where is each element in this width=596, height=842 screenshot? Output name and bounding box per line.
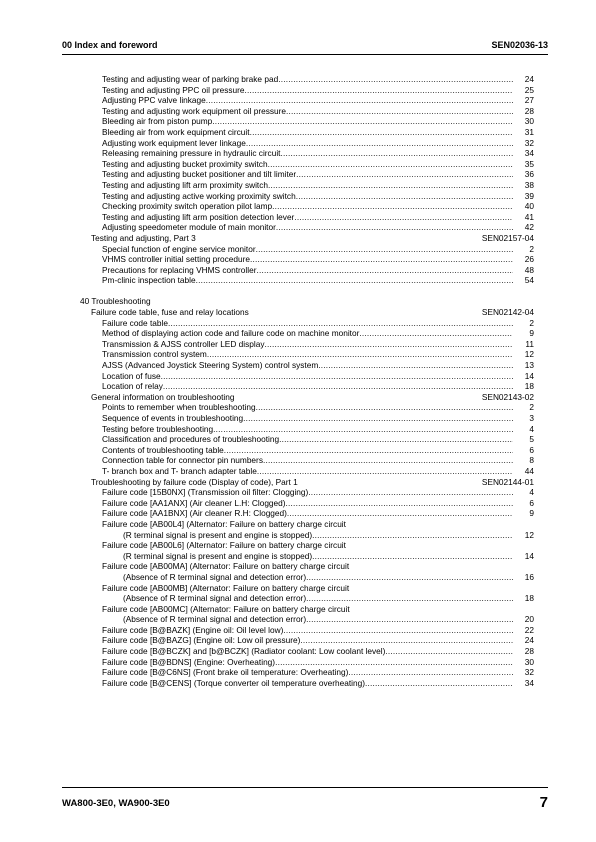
toc-entry-title: (Absence of R terminal signal and detection error) ..... [123, 572, 513, 583]
toc-entry[interactable] [0, 222, 596, 233]
toc-page-number: 27 [524, 95, 534, 106]
toc-entry[interactable] [0, 392, 596, 403]
toc-section-title: General information on troubleshooting [91, 391, 235, 402]
toc-page-number: 32 [524, 137, 534, 148]
toc-page-number: 25 [524, 84, 534, 95]
toc-entry-title: Bleeding air from piston pump ..... [102, 116, 513, 127]
toc-entry-title: Failure code [AB00MC] (Alternator: Failure on battery charge circuit [102, 603, 350, 614]
toc-entry-title: Failure code table ..... [102, 318, 513, 329]
toc-entry[interactable] [0, 540, 596, 551]
toc-entry[interactable] [0, 667, 596, 678]
toc-entry-title: T- branch box and T- branch adapter table ..... [102, 466, 513, 477]
toc-entry[interactable] [0, 127, 596, 138]
toc-entry-title: Adjusting work equipment lever linkage ..... [102, 138, 513, 149]
toc-entry-title: Pm-clinic inspection table ..... [102, 275, 513, 286]
toc-page-number: 28 [524, 105, 534, 116]
toc-entry-title: (Absence of R terminal signal and detection error) ..... [123, 614, 513, 625]
toc-entry-title: Failure code [AB00MA] (Alternator: Failure on battery charge circuit [102, 561, 350, 572]
toc-page-number: 40 [524, 201, 534, 212]
toc-entry[interactable] [0, 413, 596, 424]
toc-entry[interactable] [0, 265, 596, 276]
toc-entry-title: (Absence of R terminal signal and detection error) ..... [123, 593, 513, 604]
table-of-contents [0, 74, 596, 688]
header-divider [62, 54, 548, 55]
toc-document-code: SEN02143-02 [481, 391, 534, 402]
toc-entry-title: (R terminal signal is present and engine is stopped) ..... [123, 551, 513, 562]
toc-entry-title: Method of displaying action code and failure code on machine monitor ..... [102, 328, 513, 339]
toc-entry-title: Special function of engine service monitor ..... [102, 244, 513, 255]
toc-entry[interactable] [0, 519, 596, 530]
toc-document-code: SEN02142-04 [481, 307, 534, 318]
toc-page-number: 12 [524, 349, 534, 360]
toc-entry-title: Points to remember when troubleshooting ..... [102, 402, 513, 413]
toc-entry[interactable] [0, 466, 596, 477]
section-title: 00 Index and foreword [62, 40, 158, 50]
toc-entry-title: VHMS controller initial setting procedure ..... [102, 254, 513, 265]
toc-entry-title: Failure code [AB00L4] (Alternator: Failure on battery charge circuit [102, 518, 346, 529]
toc-entry-title: Location of relay ..... [102, 381, 513, 392]
toc-entry-title: Failure code [AA1ANX] (Air cleaner L.H: Clogged) ..... [102, 498, 513, 509]
toc-entry[interactable] [0, 487, 596, 498]
toc-entry[interactable] [0, 148, 596, 159]
toc-entry-title: Failure code [B@BAZG] (Engine oil: Low oil pressure) ..... [102, 635, 513, 646]
toc-section-title: Failure code table, fuse and relay locations [91, 307, 249, 318]
toc-entry-title: Failure code [15B0NX] (Transmission oil filter: Clogging) ..... [102, 487, 513, 498]
toc-page-number: 9 [529, 508, 534, 519]
toc-entry[interactable] [0, 498, 596, 509]
toc-entry-title: Failure code [AB00MB] (Alternator: Failure on battery charge circuit [102, 582, 350, 593]
toc-entry-title: Failure code [B@CENS] (Torque converter oil temperature overheating) ..... [102, 678, 513, 689]
toc-entry-title: Adjusting speedometer module of main monitor ..... [102, 222, 513, 233]
toc-entry[interactable] [0, 201, 596, 212]
toc-entry[interactable] [0, 159, 596, 170]
toc-entry[interactable] [0, 339, 596, 350]
toc-section-title: Testing and adjusting, Part 3 [91, 232, 196, 243]
toc-page-number: 3 [529, 413, 534, 423]
toc-page-number: 22 [524, 624, 534, 635]
toc-entry-title: Adjusting PPC valve linkage ..... [102, 95, 513, 106]
toc-entry-title: Testing and adjusting work equipment oil pressure ..... [102, 106, 513, 117]
toc-entry-title: Failure code [B@BCZK] and [b@BCZK] (Radiator coolant: Low coolant level) ..... [102, 646, 513, 657]
toc-entry-title: Connection table for connector pin numbers ..... [102, 455, 513, 466]
page-footer [62, 794, 548, 812]
toc-entry[interactable] [0, 561, 596, 572]
footer-divider [62, 787, 548, 788]
toc-page-number: 8 [529, 455, 534, 466]
toc-entry[interactable] [0, 244, 596, 255]
toc-page-number: 9 [529, 328, 534, 339]
toc-chapter-title: 40 Troubleshooting [80, 296, 151, 307]
toc-page-number: 26 [524, 254, 534, 265]
toc-entry[interactable] [0, 349, 596, 360]
toc-entry-title: Sequence of events in troubleshooting ..... [102, 413, 513, 424]
toc-entry[interactable] [0, 551, 596, 562]
toc-entry-title: Testing and adjusting wear of parking brake pad ..... [102, 74, 513, 85]
toc-entry[interactable] [0, 530, 596, 541]
toc-entry-title: Testing and adjusting active working proximity switch ..... [102, 191, 513, 202]
toc-page-number: 4 [529, 487, 534, 498]
toc-entry-title: Location of fuse ..... [102, 371, 513, 382]
toc-entry[interactable] [0, 434, 596, 445]
toc-entry-title: Transmission & AJSS controller LED display ..... [102, 339, 513, 350]
toc-page-number: 16 [524, 571, 534, 582]
toc-entry[interactable] [0, 635, 596, 646]
toc-page-number: 13 [524, 360, 534, 371]
toc-page-number: 24 [524, 635, 534, 646]
toc-page-number: 42 [524, 222, 534, 233]
toc-page-number: 41 [524, 211, 534, 222]
toc-entry[interactable] [0, 360, 596, 371]
toc-entry-title: Failure code [AA1BNX] (Air cleaner R.H: Clogged) ..... [102, 508, 513, 519]
toc-entry-title: Testing and adjusting lift arm proximity switch ..... [102, 180, 513, 191]
toc-entry[interactable] [0, 212, 596, 223]
toc-entry-title: Failure code [B@C6NS] (Front brake oil temperature: Overheating) ..... [102, 667, 513, 678]
toc-page-number: 12 [524, 529, 534, 540]
toc-entry[interactable] [0, 445, 596, 456]
toc-entry[interactable] [0, 169, 596, 180]
toc-entry[interactable] [0, 477, 596, 488]
toc-page-number: 20 [524, 614, 534, 625]
toc-entry[interactable] [0, 85, 596, 96]
toc-page-number: 54 [524, 275, 534, 286]
toc-entry[interactable] [0, 402, 596, 413]
toc-page-number: 34 [524, 148, 534, 159]
toc-entry[interactable] [0, 657, 596, 668]
toc-page-number: 44 [524, 465, 534, 476]
toc-page-number: 39 [524, 190, 534, 201]
toc-entry-title: Testing and adjusting bucket positioner and tilt limiter ..... [102, 169, 513, 180]
toc-entry[interactable] [0, 593, 596, 604]
toc-page-number: 36 [524, 169, 534, 180]
toc-entry-title: AJSS (Advanced Joystick Steering System) control system ..... [102, 360, 513, 371]
toc-entry[interactable] [0, 74, 596, 85]
toc-entry[interactable] [0, 138, 596, 149]
toc-page-number: 24 [524, 74, 534, 84]
toc-entry[interactable] [0, 106, 596, 117]
toc-entry[interactable] [0, 583, 596, 594]
page-number: 7 [539, 794, 548, 811]
toc-entry[interactable] [0, 455, 596, 466]
toc-page-number: 30 [524, 656, 534, 667]
toc-entry-title: Failure code [AB00L6] (Alternator: Failure on battery charge circuit [102, 540, 346, 551]
toc-page-number: 2 [529, 402, 534, 413]
toc-entry[interactable] [0, 191, 596, 202]
toc-page-number: 38 [524, 179, 534, 190]
toc-entry[interactable] [0, 508, 596, 519]
toc-entry-title: Bleeding air from work equipment circuit ..... [102, 127, 513, 138]
toc-entry-title: Transmission control system ..... [102, 349, 513, 360]
toc-page-number: 32 [524, 667, 534, 678]
toc-page-number: 6 [529, 444, 534, 455]
toc-page-number: 18 [524, 381, 534, 392]
toc-entry-title: Testing and adjusting lift arm position detection lever ..... [102, 212, 513, 223]
toc-page-number: 2 [529, 243, 534, 254]
document-code: SEN02036-13 [491, 40, 548, 50]
toc-entry[interactable] [0, 95, 596, 106]
toc-page-number: 6 [529, 497, 534, 508]
toc-entry-title: Testing and adjusting PPC oil pressure ..... [102, 85, 513, 96]
toc-entry-title: Failure code [B@BDNS] (Engine: Overheating) ..... [102, 657, 513, 668]
toc-entry[interactable] [0, 625, 596, 636]
toc-entry[interactable] [0, 254, 596, 265]
toc-entry[interactable] [0, 180, 596, 191]
toc-entry-title: Precautions for replacing VHMS controller ..... [102, 265, 513, 276]
toc-entry-title: Failure code [B@BAZK] (Engine oil: Oil level low) ..... [102, 625, 513, 636]
toc-page-number: 14 [524, 370, 534, 381]
toc-page-number: 35 [524, 158, 534, 169]
model-name: WA800-3E0, WA900-3E0 [62, 798, 170, 809]
toc-page-number: 48 [524, 264, 534, 275]
toc-entry-title: Checking proximity switch operation pilot lamp ..... [102, 201, 513, 212]
toc-entry[interactable] [0, 678, 596, 689]
toc-entry-title: Testing and adjusting bucket proximity switch ..... [102, 159, 513, 170]
toc-page-number: 4 [529, 423, 534, 434]
toc-page-number: 18 [524, 593, 534, 604]
toc-entry[interactable] [0, 296, 596, 307]
toc-entry[interactable] [0, 233, 596, 244]
toc-document-code: SEN02144-01 [481, 476, 534, 487]
toc-page-number: 30 [524, 116, 534, 127]
toc-entry[interactable] [0, 572, 596, 583]
toc-entry[interactable] [0, 328, 596, 339]
toc-entry[interactable] [0, 318, 596, 329]
toc-page-number: 34 [524, 677, 534, 688]
toc-entry[interactable] [0, 307, 596, 318]
toc-page-number: 5 [529, 434, 534, 445]
toc-page-number: 11 [525, 338, 534, 349]
toc-entry[interactable] [0, 371, 596, 382]
toc-entry-title: Contents of troubleshooting table ..... [102, 445, 513, 456]
toc-entry[interactable] [0, 381, 596, 392]
toc-entry-title: Classification and procedures of troubleshooting ..... [102, 434, 513, 445]
toc-page-number: 14 [524, 550, 534, 561]
toc-entry[interactable] [0, 604, 596, 615]
toc-entry-title: (R terminal signal is present and engine is stopped) ..... [123, 530, 513, 541]
page-header [62, 40, 548, 54]
toc-section-title: Troubleshooting by failure code (Display of code), Part 1 [91, 476, 298, 487]
toc-entry[interactable] [0, 646, 596, 657]
toc-page-number: 28 [524, 646, 534, 657]
toc-entry[interactable] [0, 275, 596, 286]
toc-entry[interactable] [0, 116, 596, 127]
toc-entry-title: Releasing remaining pressure in hydraulic circuit ..... [102, 148, 513, 159]
toc-page-number: 2 [529, 317, 534, 328]
toc-page-number: 31 [524, 126, 534, 137]
toc-entry[interactable] [0, 614, 596, 625]
toc-entry[interactable] [0, 424, 596, 435]
toc-entry-title: Testing before troubleshooting ..... [102, 424, 513, 435]
toc-document-code: SEN02157-04 [481, 232, 534, 243]
